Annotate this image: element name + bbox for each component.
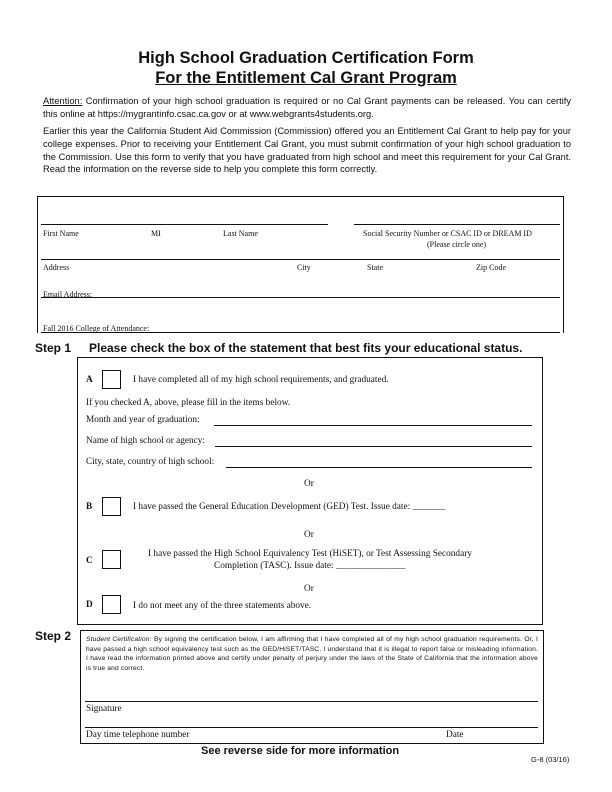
id-label: Social Security Number or CSAC ID or DREAM ID <box>363 229 532 238</box>
option-c-checkbox[interactable] <box>102 550 121 569</box>
step1-label: Step 1 <box>35 341 72 355</box>
city-label: City <box>297 263 311 272</box>
option-b-letter: B <box>86 502 93 512</box>
or-separator-1: Or <box>304 479 314 489</box>
attention-text: Confirmation of your high school graduation is required or no Cal Grant payments can be released. You can certify this online at https://mygrantinfo.csac.ca.gov or at www.webgrants4students.org. <box>43 96 571 119</box>
option-c-letter: C <box>86 556 93 566</box>
step2-box <box>80 630 544 744</box>
address-label: Address <box>43 263 70 272</box>
step1-box <box>77 357 543 625</box>
location-label: City, state, country of high school: <box>86 457 215 467</box>
name-line[interactable] <box>41 224 328 225</box>
attention-label: Attention: <box>43 96 83 106</box>
first-name-label: First Name <box>43 229 79 238</box>
month-year-label: Month and year of graduation: <box>86 415 200 425</box>
location-field[interactable] <box>226 467 532 468</box>
phone-date-line[interactable] <box>85 727 538 728</box>
school-name-label: Name of high school or agency: <box>86 436 206 446</box>
or-separator-2: Or <box>304 530 314 540</box>
college-label: Fall 2016 College of Attendance: <box>43 324 150 333</box>
reverse-side-note: See reverse side for more information <box>201 745 400 757</box>
option-a-letter: A <box>86 375 93 385</box>
zip-label: Zip Code <box>476 263 506 272</box>
address-line[interactable] <box>41 259 560 260</box>
form-title: High School Graduation Certification Form <box>138 49 474 67</box>
option-a-checkbox[interactable] <box>102 370 121 389</box>
phone-label: Day time telephone number <box>86 730 190 740</box>
option-c-line1: I have passed the High School Equivalency Test (HiSET), or Test Assessing Secondary <box>148 549 472 559</box>
option-d-checkbox[interactable] <box>102 595 121 614</box>
step1-heading: Please check the box of the statement that best fits your educational status. <box>89 341 523 355</box>
month-year-field[interactable] <box>214 425 532 426</box>
school-name-field[interactable] <box>215 446 532 447</box>
certification-body: By signing the certification below, I am affirming that I have completed all of my high school graduation requirements. Or, I have passed a high school equivalency test such as the GED/HiSET/TASC. I understand that it is illegal to report false or misleading information. I have read the information printed above and certify under penalty of perjury under the laws of the State of California that the information above is true and correct. <box>86 636 538 672</box>
form-subtitle-text: For the Entitlement Cal Grant Program <box>155 69 457 87</box>
option-a-text: I have completed all of my high school requirements, and graduated. <box>133 375 389 385</box>
if-checked-text: If you checked A, above, please fill in the items below. <box>86 398 291 408</box>
option-d-text: I do not meet any of the three statements above. <box>133 601 312 611</box>
email-label: Email Address: <box>43 290 93 299</box>
signature-line[interactable] <box>85 701 538 702</box>
id-line[interactable] <box>354 224 560 225</box>
email-line[interactable] <box>41 297 560 298</box>
student-info-box <box>37 196 564 333</box>
or-separator-3: Or <box>304 584 314 594</box>
date-label: Date <box>446 730 464 740</box>
certification-label: Student Certification: <box>86 636 152 643</box>
form-id: G-8 (03/16) <box>531 755 570 764</box>
form-subtitle <box>0 69 612 88</box>
id-hint: (Please circle one) <box>427 240 487 249</box>
certification-text <box>86 635 538 673</box>
step2-label: Step 2 <box>35 629 72 643</box>
last-name-label: Last Name <box>223 229 258 238</box>
option-d-letter: D <box>86 600 93 610</box>
option-c-line2: Completion (TASC). Issue date: _______________ <box>214 561 406 571</box>
option-b-checkbox[interactable] <box>102 497 121 516</box>
state-label: State <box>367 263 383 272</box>
signature-label: Signature <box>86 704 122 714</box>
intro-body: Earlier this year the California Student Aid Commission (Commission) offered you an Entitlement Cal Grant to help pay for your college expenses. Prior to receiving your Entitlement Cal Grant, you must submit confirmation of your high school graduation to the Commission. Use this form to verify that you have graduated from high school and meet this requirement for your Cal Grant. Read the information on the reverse side to help you complete this form correctly. <box>43 126 571 175</box>
attention-paragraph <box>43 95 571 121</box>
mi-label: MI <box>151 229 161 238</box>
option-b-text: I have passed the General Education Development (GED) Test. Issue date: _______ <box>133 502 446 512</box>
